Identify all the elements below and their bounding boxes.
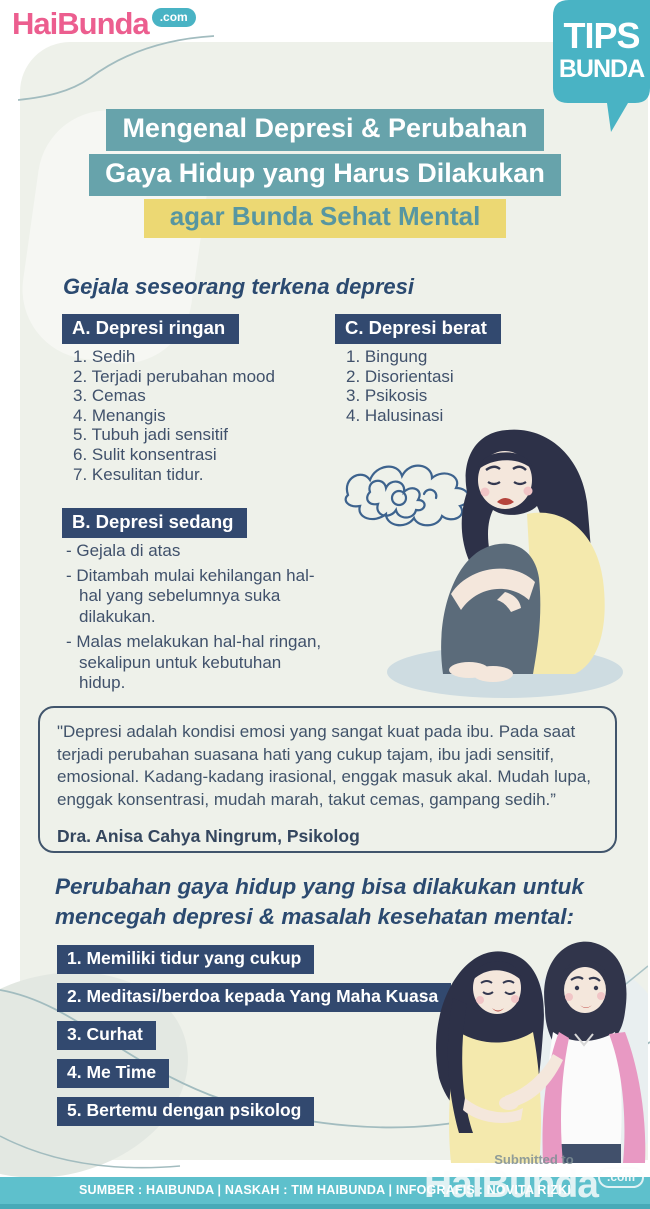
watermark-brand: HaiBunda <box>423 1163 598 1206</box>
severe-depression-badge: C. Depresi berat <box>335 314 501 344</box>
watermark-tld: .com <box>598 1167 644 1188</box>
tips-badge-line2: BUNDA <box>558 55 645 83</box>
list-item: - Gejala di atas <box>66 541 181 560</box>
list-item: 2. Disorientasi <box>346 366 454 386</box>
list-item: 3. Psikosis <box>346 386 428 406</box>
haibunda-logo <box>12 6 196 42</box>
footer-credits: SUMBER : HAIBUNDA | NASKAH : TIM HAIBUNDA | INFOGRAFIS : NOVITA RIZKI <box>78 1183 572 1197</box>
list-item: 2. Terjadi perubahan mood <box>73 366 275 386</box>
moderate-depression-list <box>66 541 328 698</box>
list-item: 1. Memiliki tidur yang cukup <box>57 945 314 974</box>
mild-depression-badge: A. Depresi ringan <box>62 314 239 344</box>
lifestyle-heading: Perubahan gaya hidup yang bisa dilakukan untuk mencegah depresi & masalah kesehatan mental: <box>55 874 584 929</box>
title-banner-2: Gaya Hidup yang Harus Dilakukan <box>89 154 561 196</box>
symptoms-heading: Gejala seseorang terkena depresi <box>63 274 414 299</box>
quote-text: "Depresi adalah kondisi emosi yang sangat kuat pada ibu. Pada saat terjadi perubahan suasana hati yang cukup tajam, ibu jadi sensitif, emosional. Kadang-kadang irasional, enggak masuk akal. Mudah lupa, enggak konsentrasi, mudah marah, takut cemas, gampang sedih.” <box>57 722 591 809</box>
list-item: 7. Kesulitan tidur. <box>73 464 204 484</box>
list-item: 1. Bingung <box>346 347 428 366</box>
quote-box <box>38 706 617 853</box>
list-item: 5. Bertemu dengan psikolog <box>57 1097 314 1126</box>
list-item: 4. Halusinasi <box>346 405 444 425</box>
list-item: 5. Tubuh jadi sensitif <box>73 425 228 445</box>
list-item: 4. Me Time <box>57 1059 169 1088</box>
two-women-illustration <box>393 928 648 1163</box>
tips-bunda-badge <box>553 0 650 135</box>
haibunda-logo-com-bubble: .com <box>152 8 196 27</box>
list-item: 6. Sulit konsentrasi <box>73 444 217 464</box>
list-item: 4. Menangis <box>73 405 166 425</box>
severe-depression-list <box>346 347 454 425</box>
list-item: 2. Meditasi/berdoa kepada Yang Maha Kuasa <box>57 983 451 1012</box>
mild-depression-list <box>73 347 275 484</box>
haibunda-logo-text: HaiBunda <box>12 6 149 41</box>
list-item: - Malas melakukan hal-hal ringan, sekalipun untuk kebutuhan hidup. <box>66 631 322 693</box>
list-item: - Ditambah mulai kehilangan hal-hal yang sebelumnya suka dilakukan. <box>66 565 315 627</box>
tips-badge-line1: TIPS <box>563 15 640 56</box>
list-item: 3. Curhat <box>57 1021 156 1050</box>
sad-woman-illustration <box>385 422 650 702</box>
watermark-prefix: Submitted to <box>494 1152 574 1167</box>
submitted-watermark <box>424 1152 644 1207</box>
list-item: 3. Cemas <box>73 386 146 406</box>
quote-attribution: Dra. Anisa Cahya Ningrum, Psikolog <box>57 826 360 847</box>
title-banner-3: agar Bunda Sehat Mental <box>144 199 507 238</box>
title-banner-1: Mengenal Depresi & Perubahan <box>106 109 543 151</box>
list-item: 1. Sedih <box>73 347 136 366</box>
moderate-depression-badge: B. Depresi sedang <box>62 508 247 538</box>
